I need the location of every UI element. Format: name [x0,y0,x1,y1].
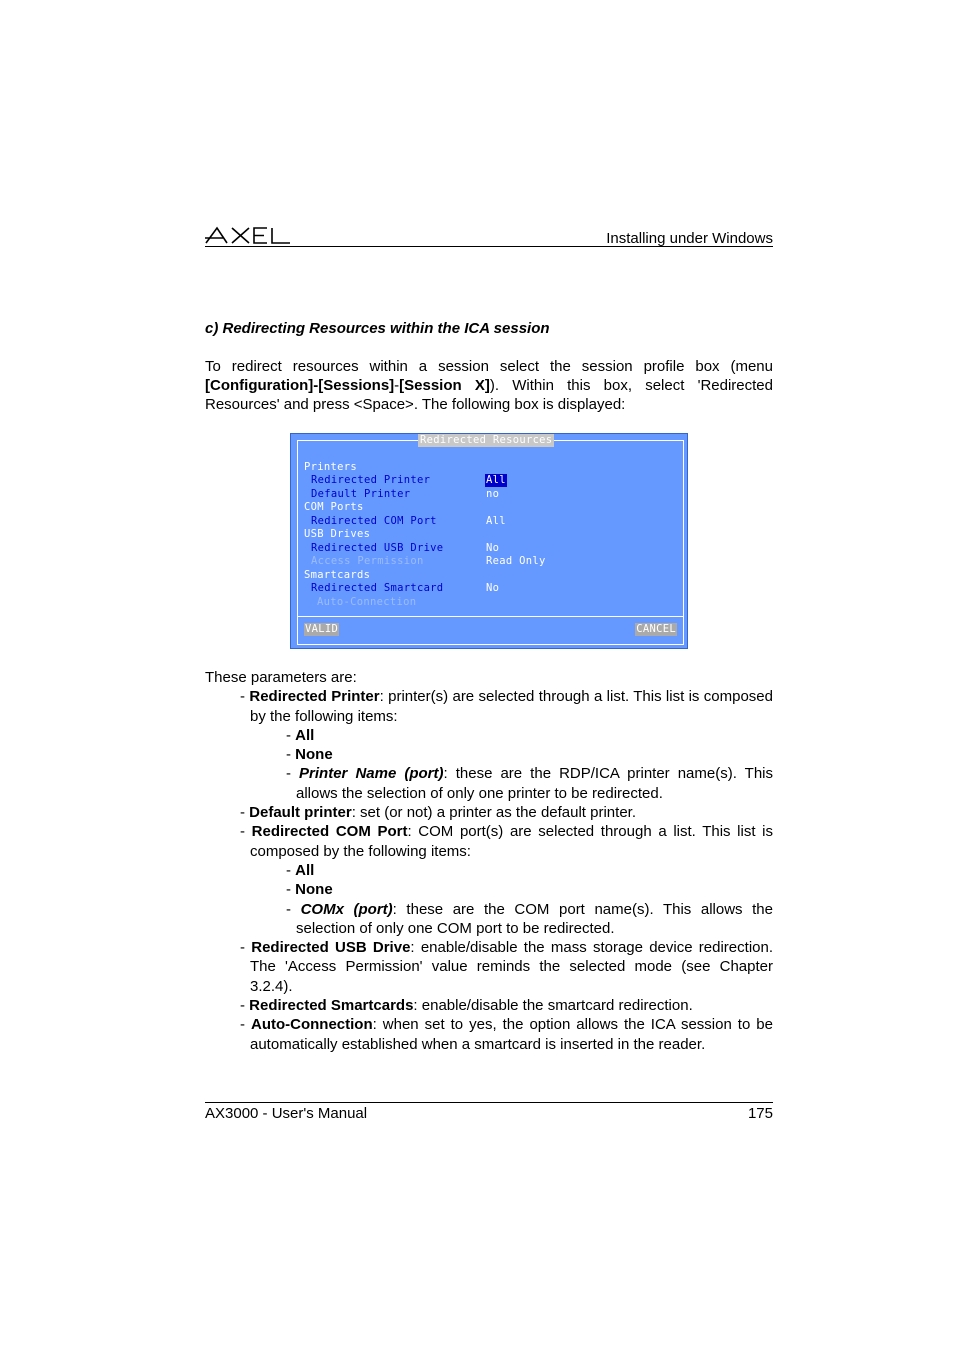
option-all: All [295,861,315,879]
sub-list-item: - All [286,726,315,744]
header-section-title: Installing under Windows [606,230,773,247]
redirected-com-port-label[interactable]: Redirected COM Port [311,515,437,527]
desc-printer-name: : these are the RDP/ICA printer name(s). This allows the selection of only one printer to be redirected. [296,765,774,802]
desc-redirected-printer: : printer(s) are selected through a list. This list is composed by the following items: [250,688,773,725]
section-heading: c) Redirecting Resources within the ICA session [205,320,550,337]
intro-text-1: To redirect resources within a session select the session profile box (menu [205,358,773,375]
term-redirected-printer: Redirected Printer [249,688,380,706]
access-permission-label: Access Permission [311,555,424,567]
term-redirected-smartcards: Redirected Smartcards [249,997,414,1015]
redirected-printer-value[interactable]: All [486,474,506,486]
dialog-title: Redirected Resources [420,434,553,446]
redirected-com-port-value[interactable]: All [486,515,506,527]
page-footer [205,1102,773,1122]
group-printers: Printers [304,461,357,473]
sub-list-item: - All [286,861,315,879]
redirected-usb-drive-value[interactable]: No [486,542,500,554]
desc-redirected-usb-drive: : enable/disable the mass storage device redirection. The 'Access Permission' value reminds the selected mode (see Chapter 3.2.4). [250,939,773,995]
sub-list-item: - COMx (port): these are the COM port name(s). This allows the selection of only one COM port to be redirected. [286,900,773,937]
desc-redirected-smartcards: : enable/disable the smartcard redirection. [413,997,693,1015]
redirected-usb-drive-label[interactable]: Redirected USB Drive [311,542,444,554]
list-item: - Redirected Printer: printer(s) are selected through a list. This list is composed by the following items: [240,688,773,725]
valid-button[interactable]: VALID [305,623,339,635]
page-number: 175 [747,1105,773,1122]
term-redirected-com-port: Redirected COM Port [251,823,408,841]
list-item: - Redirected USB Drive: enable/disable the mass storage device redirection. The 'Access Permission' value reminds the selected mode (see Chapter 3.2.4). [240,939,773,995]
redirected-printer-label[interactable]: Redirected Printer [311,474,431,486]
list-item: - Auto-Connection: when set to yes, the option allows the ICA session to be automatically established when a smartcard is inserted in the reader. [240,1016,773,1053]
desc-auto-connection: : when set to yes, the option allows the ICA session to be automatically established when a smartcard is inserted in the reader. [250,1016,773,1053]
redirected-smartcard-label[interactable]: Redirected Smartcard [311,582,444,594]
auto-connection-label: Auto-Connection [317,596,417,608]
list-item: - Redirected COM Port: COM port(s) are selected through a list. This list is composed by the following items: [240,823,773,860]
sub-list-item: - None [286,881,333,899]
term-default-printer: Default printer [249,804,352,822]
parameters-list [205,668,773,1054]
default-printer-label[interactable]: Default Printer [311,488,411,500]
intro-paragraph [205,357,773,414]
redirected-smartcard-value[interactable]: No [486,582,500,594]
desc-default-printer: : set (or not) a printer as the default printer. [351,804,636,822]
option-printer-name: Printer Name (port) [299,765,444,783]
dialog-separator [297,616,684,617]
default-printer-value[interactable]: no [486,488,500,500]
sub-list-item: - Printer Name (port): these are the RDP/ICA printer name(s). This allows the selection of only one printer to be redirected. [286,765,774,802]
footer-manual-title: AX3000 - User's Manual [205,1105,368,1122]
option-comx-port: COMx (port) [300,900,393,918]
intro-dash: - [394,377,400,394]
list-item: - Default printer: set (or not) a printer as the default printer. [240,804,636,822]
option-none: None [295,746,333,764]
list-lead: These parameters are: [205,669,357,686]
intro-menu-path: [Configuration]-[Sessions] [205,377,395,394]
option-none: None [295,881,333,899]
redirected-resources-dialog [290,433,688,649]
group-com-ports: COM Ports [304,501,364,513]
term-redirected-usb-drive: Redirected USB Drive [251,939,411,957]
desc-comx-port: : these are the COM port name(s). This allows the selection of only one COM port to be redirected. [296,900,773,937]
group-usb-drives: USB Drives [304,528,371,540]
intro-text-2: ). Within this box, select 'Redirected Resources' and press <Space>. The following box is displayed: [205,377,773,413]
sub-list-item: - None [286,746,333,764]
term-auto-connection: Auto-Connection [250,1016,373,1034]
intro-session: [Session X] [399,377,490,394]
page-header [205,222,773,247]
desc-redirected-com-port: : COM port(s) are selected through a list. This list is composed by the following items: [250,823,773,860]
group-smartcards: Smartcards [304,569,371,581]
axel-logo [205,226,291,244]
access-permission-value: Read Only [486,555,546,567]
cancel-button[interactable]: CANCEL [636,623,676,635]
option-all: All [295,726,315,744]
list-item: - Redirected Smartcards: enable/disable the smartcard redirection. [240,997,693,1015]
